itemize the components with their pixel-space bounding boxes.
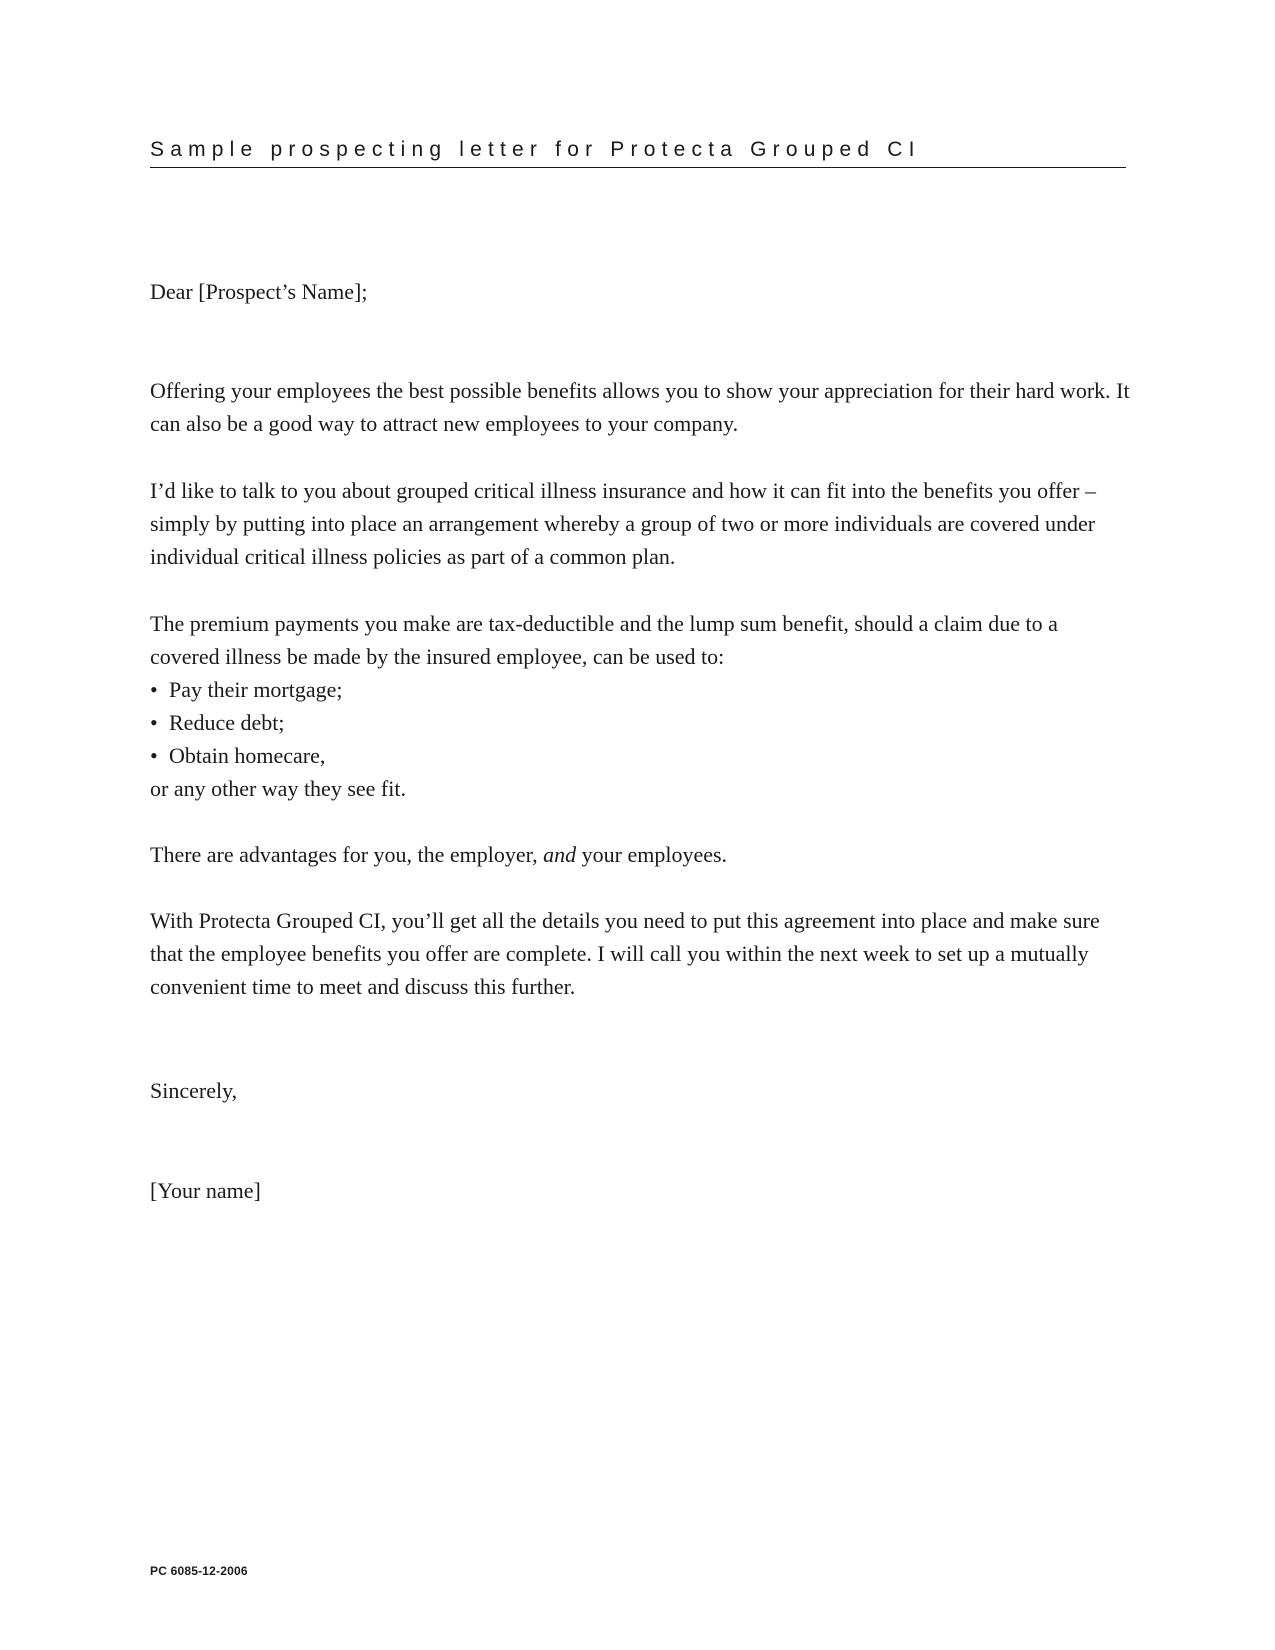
paragraph-3-intro: The premium payments you make are tax-deductible and the lump sum benefit, should a claim due to a covered illness be made by the insured employee, can be used to: [150, 611, 1058, 669]
paragraph-4-after: your employees. [576, 842, 728, 867]
list-item-text: Reduce debt; [169, 710, 285, 735]
paragraph-advantages [150, 838, 1130, 871]
closing [150, 1074, 1130, 1107]
paragraph-5-text: With Protecta Grouped CI, you’ll get all the details you need to put this agreement into place and make sure that the employee benefits you offer are complete. I will call you within the next week to set up a mutually convenient time to meet and discuss this further. [150, 908, 1100, 999]
salutation-text: Dear [Prospect’s Name]; [150, 279, 368, 304]
salutation [150, 275, 1130, 308]
list-item [150, 673, 1130, 706]
list-item [150, 706, 1130, 739]
closing-text: Sincerely, [150, 1078, 238, 1103]
bullet-icon: • [150, 710, 158, 735]
paragraph-grouped-ci [150, 474, 1130, 573]
paragraph-premium-benefits [150, 607, 1130, 805]
list-item-text: Obtain homecare, [169, 743, 326, 768]
bullet-icon: • [150, 743, 158, 768]
signature-text: [Your name] [150, 1178, 261, 1203]
list-item [150, 739, 1130, 772]
paragraph-4-text [150, 838, 1130, 871]
paragraph-benefits-intro [150, 374, 1130, 440]
paragraph-4-before: There are advantages for you, the employer, [150, 842, 544, 867]
paragraph-3-outro: or any other way they see fit. [150, 776, 406, 801]
bullet-icon: • [150, 677, 158, 702]
paragraph-call-to-action [150, 904, 1130, 1003]
paragraph-1-text: Offering your employees the best possible benefits allows you to show your appreciation for their hard work. It can also be a good way to attract new employees to your company. [150, 378, 1130, 436]
list-item-text: Pay their mortgage; [169, 677, 343, 702]
paragraph-4-emphasis: and [543, 842, 577, 867]
document-title: Sample prospecting letter for Protecta Grouped CI [150, 138, 921, 161]
signature-placeholder [150, 1174, 1130, 1207]
header-divider [150, 167, 1126, 168]
benefit-uses-list [150, 673, 1130, 772]
paragraph-2-text: I’d like to talk to you about grouped critical illness insurance and how it can fit into the benefits you offer – simply by putting into place an arrangement whereby a group of two or more individuals are covered under individual critical illness policies as part of a common plan. [150, 478, 1096, 569]
form-code: PC 6085-12-2006 [150, 1564, 248, 1578]
